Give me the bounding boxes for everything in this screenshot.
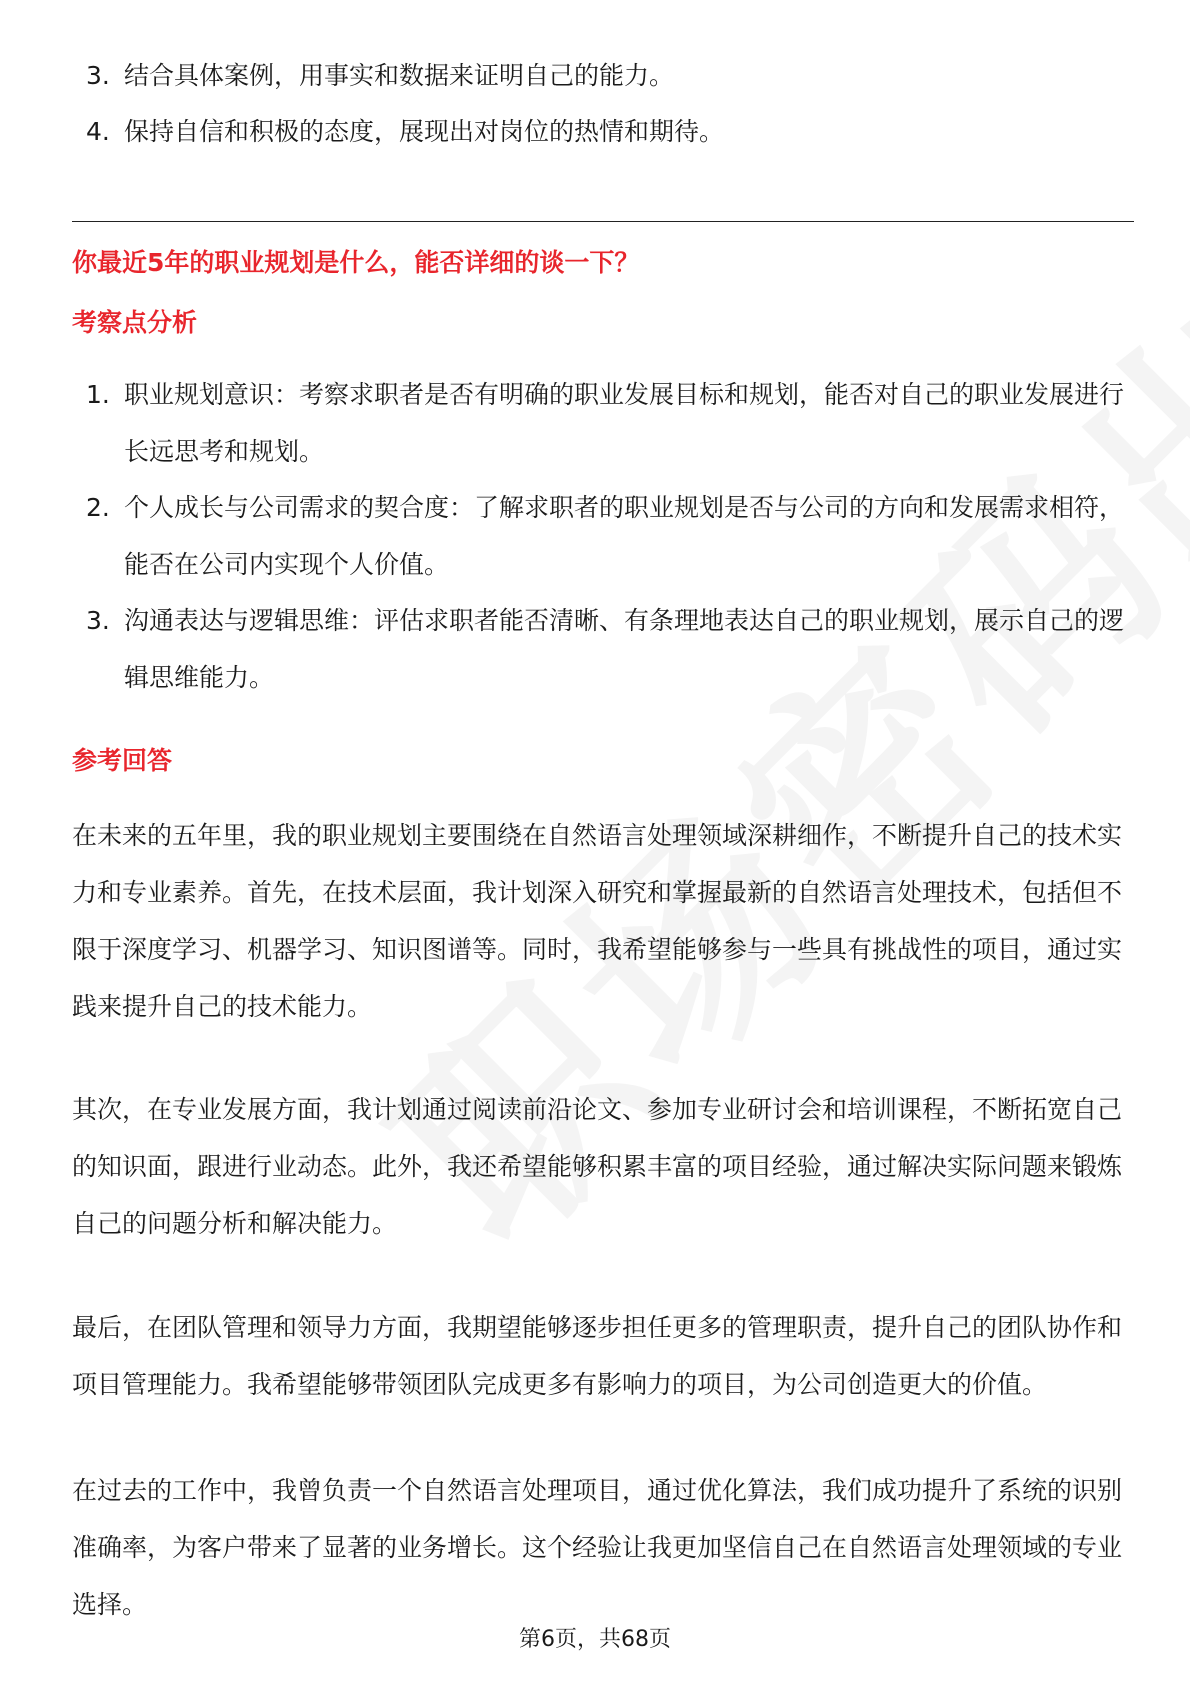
list-number: 4.	[86, 117, 110, 146]
list-number: 2.	[86, 493, 110, 522]
list-item	[72, 366, 1132, 480]
list-item	[72, 592, 1132, 706]
answer-paragraph: 在过去的工作中，我曾负责一个自然语言处理项目，通过优化算法，我们成功提升了系统的识别准确率，为客户带来了显著的业务增长。这个经验让我更加坚信自己在自然语言处理领域的专业选择。	[72, 1476, 1123, 1619]
list-text: 沟通表达与逻辑思维：评估求职者能否清晰、有条理地表达自己的职业规划，展示自己的逻辑思维能力。	[124, 606, 1125, 692]
list-text: 保持自信和积极的态度，展现出对岗位的热情和期待。	[124, 117, 725, 146]
answer-paragraph: 最后，在团队管理和领导力方面，我期望能够逐步担任更多的管理职责，提升自己的团队协作和项目管理能力。我希望能够带领团队完成更多有影响力的项目，为公司创造更大的价值。	[72, 1313, 1123, 1399]
page-footer: 第6页，共68页	[519, 1627, 671, 1652]
list-text: 个人成长与公司需求的契合度：了解求职者的职业规划是否与公司的方向和发展需求相符，能否在公司内实现个人价值。	[124, 493, 1125, 579]
list-text: 职业规划意识：考察求职者是否有明确的职业发展目标和规划，能否对自己的职业发展进行长远思考和规划。	[124, 380, 1125, 466]
question-heading: 你最近5年的职业规划是什么，能否详细的谈一下？	[72, 248, 640, 277]
analysis-heading: 考察点分析	[72, 308, 198, 337]
section-divider	[72, 221, 1134, 222]
answer-heading: 参考回答	[72, 746, 173, 775]
list-number: 1.	[86, 380, 110, 409]
list-text: 结合具体案例，用事实和数据来证明自己的能力。	[124, 61, 675, 90]
answer-paragraph: 在未来的五年里，我的职业规划主要围绕在自然语言处理领域深耕细作，不断提升自己的技术实力和专业素养。首先，在技术层面，我计划深入研究和掌握最新的自然语言处理技术，包括但不限于深度学习、机器学习、知识图谱等。同时，我希望能够参与一些具有挑战性的项目，通过实践来提升自己的技术能力。	[72, 821, 1123, 1021]
list-number: 3.	[86, 61, 110, 90]
list-item	[72, 103, 1132, 160]
list-item	[72, 479, 1132, 593]
list-number: 3.	[86, 606, 110, 635]
list-item	[72, 47, 1132, 104]
answer-paragraph: 其次，在专业发展方面，我计划通过阅读前沿论文、参加专业研讨会和培训课程，不断拓宽自己的知识面，跟进行业动态。此外，我还希望能够积累丰富的项目经验，通过解决实际问题来锻炼自己的问题分析和解决能力。	[72, 1095, 1123, 1238]
